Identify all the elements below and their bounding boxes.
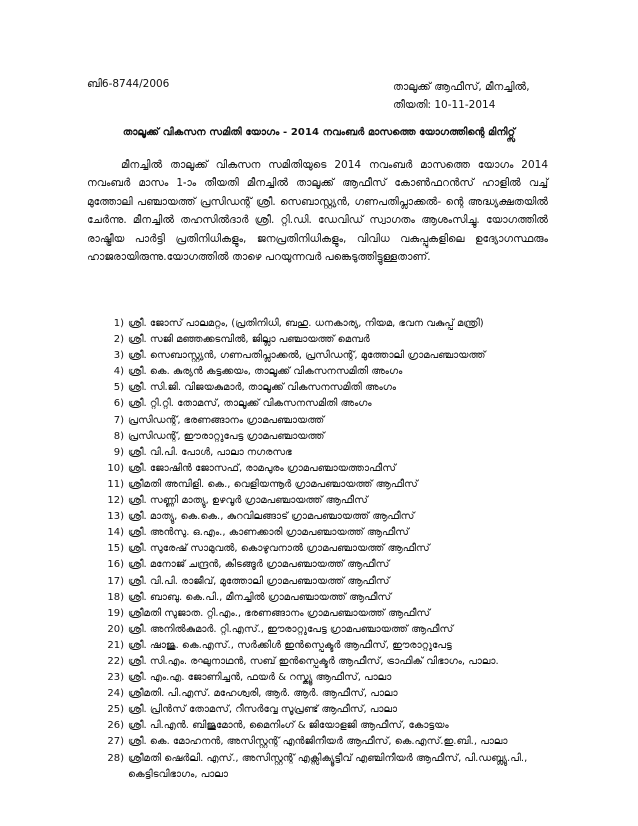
list-item-text: ശ്രീമതി ഷെർലി. എസ്., അസിസ്റ്റന്റ് എക്സിക്യൂട്ടീവ് എഞ്ചിനീയർ ആഫീസ്, പി.ഡബ്ല്യു.പി., കെട്ടിടവിഭാഗം, പാലാ [128,752,528,780]
list-item-number: 7) [113,414,124,426]
list-item [104,654,554,670]
list-item-text: ശ്രീ. സി.ജി. വിജയകുമാർ, താലൂക്ക് വികസനസമിതി അംഗം [128,382,397,394]
list-item-number: 5) [113,382,124,394]
list-item [104,429,554,445]
list-item-number: 12) [107,495,124,507]
list-item [104,493,554,509]
attendee-list [104,316,554,783]
list-item-text: ശ്രീ. വി.പി. പോൾ, പാലാ നഗരസഭ [128,446,292,458]
list-item-text: ശ്രീ. കെ. മോഹനൻ, അസിസ്റ്റന്റ് എൻജിനീയർ ആഫീസ്, കെ.എസ്.ഇ.ബി., പാലാ [128,736,508,748]
list-item-text: ശ്രീമതി. പി.എസ്. മഹേശ്വരി, ആർ. ആർ. ആഫീസ്, പാലാ [128,688,398,700]
list-item [104,670,554,686]
list-item-number: 23) [107,672,124,684]
list-item [104,751,554,783]
intro-text: മീനച്ചിൽ താലൂക്ക് വികസന സമിതിയുടെ 2014 നവംബർ മാസത്തെ യോഗം 2014 നവംബർ മാസം 1-ാം തീയതി മീനച്ചിൽ താലൂക്ക് ആഫീസ് കോൺഫറൻസ് ഹാളിൽ വച്ച് മുത്തോലി പഞ്ചായത്ത് പ്രസിഡന്റ് ശ്രീ. സെബാസ്റ്റ്യൻ, ഗണപതിപ്ലാക്കൽ- ന്റെ അദ്ധ്യക്ഷതയിൽ ചേർന്നു. മീനച്ചിൽ തഹസിൽദാർ ശ്രീ. റ്റി.ഡി. ഡേവിഡ് സ്വാഗതം ആശംസിച്ചു. യോഗത്തിൽ രാഷ്ട്രീയ പാർട്ടി പ്രതിനിധികളും, ജനപ്രതിനിധികളും, വിവിധ വകുപ്പുകളിലെ ഉദ്യോഗസ്ഥരും ഹാജരായിരുന്നു.യോഗത്തിൽ താഴെ പറയുന്നവർ പങ്കെടുത്തിട്ടുള്ളതാണ്. [87,159,548,264]
list-item [104,557,554,573]
list-item-number: 4) [113,366,124,378]
list-item-text: ശ്രീ. ജോസ് പാലമറ്റം, (പ്രതിനിധി, ബഹു. ധനകാര്യ, നിയമ, ഭവന വകുപ്പ് മന്ത്രി) [128,318,484,329]
list-item-number: 25) [107,704,124,716]
list-item [104,606,554,622]
list-item [104,348,554,364]
list-item-text: ശ്രീ. കെ. കുര്യൻ കട്ടക്കയം, താലൂക്ക് വികസനസമിതി അംഗം [128,366,403,378]
list-item [104,574,554,590]
list-item-number: 14) [107,527,124,539]
document-date: തീയതി: 10-11-2014 [393,99,496,111]
list-item-number: 3) [113,350,124,362]
list-item-number: 17) [107,575,124,587]
list-item-number: 20) [107,623,124,635]
list-item-number: 22) [107,655,124,667]
list-item-text: ശ്രീ. മാത്യു, കെ.കെ., കുറവിലങ്ങാട് ഗ്രാമപഞ്ചായത്ത് ആഫീസ് [128,511,415,523]
list-item-number: 24) [107,688,124,700]
list-item-number: 19) [107,607,124,619]
office-date-block [393,78,530,114]
list-item [104,702,554,718]
list-item-number: 11) [107,478,124,490]
list-item [104,622,554,638]
list-item-text: ശ്രീ. അനിൽകുമാർ. റ്റി.എസ്., ഈരാറ്റുപേട്ട ഗ്രാമപഞ്ചായത്ത് ആഫീസ് [128,623,454,635]
list-item [104,590,554,606]
list-item-text: ശ്രീ. സി.എം. രഘുനാഥൻ, സബ് ഇൻസ്പെക്ടർ ആഫീസ്, ട്രാഫിക് വിഭാഗം, പാലാ. [128,655,499,667]
list-item-text: ശ്രീ. സജി മഞ്ഞക്കടമ്പിൽ, ജില്ലാ പഞ്ചായത്ത് മെമ്പർ [128,334,370,346]
intro-paragraph [87,156,548,266]
list-item-text: ശ്രീ. റ്റി.റ്റി. തോമസ്, താലൂക്ക് വികസനസമിതി അംഗം [128,398,372,410]
list-item [104,509,554,525]
list-item [104,364,554,380]
list-item-text: ശ്രീ. മനോജ് ചന്ദ്രൻ, കിടങ്ങൂർ ഗ്രാമപഞ്ചായത്ത് ആഫീസ് [128,559,390,571]
list-item-number: 9) [113,446,124,458]
list-item-number: 2) [113,334,124,346]
list-item-text: പ്രസിഡന്റ്, ഭരണങ്ങാനം ഗ്രാമപഞ്ചായത്ത് [128,414,325,426]
list-item-text: പ്രസിഡന്റ്, ഈരാറ്റുപേട്ട ഗ്രാമപഞ്ചായത്ത് [128,430,325,442]
list-item-text: ശ്രീ. വി.പി. രാജീവ്, മുത്തോലി ഗ്രാമപഞ്ചായത്ത് ആഫീസ് [128,575,390,587]
list-item [104,396,554,412]
list-item-number: 16) [107,559,124,571]
office-name: താലൂക്ക് ആഫീസ്, മീനച്ചിൽ, [393,81,530,93]
list-item-text: ശ്രീ. ജോഷിൻ ജോസഫ്, രാമപുരം ഗ്രാമപഞ്ചായത്താഫീസ് [128,462,396,474]
list-item-number: 18) [107,591,124,603]
list-item-text: ശ്രീ. പ്രിൻസ് തോമസ്, റീസർവ്വേ സൂപ്രണ്ട് ആഫീസ്, പാലാ [128,704,398,716]
list-item-text: ശ്രീ. സെബാസ്റ്റ്യൻ, ഗണപതിപ്ലാക്കൽ, പ്രസിഡന്റ്, മുത്തോലി ഗ്രാമപഞ്ചായത്ത് [128,350,486,362]
list-item [104,445,554,461]
list-item [104,525,554,541]
list-item-number: 28) [107,752,124,764]
list-item-text: ശ്രീ. സുരേഷ് സാമുവൽ, കൊഴുവനാൽ ഗ്രാമപഞ്ചായത്ത് ആഫീസ് [128,543,430,555]
list-item-text: ശ്രീ. അൻസു. ഒ.എം., കാണക്കാരി ഗ്രാമപഞ്ചായത്ത് ആഫീസ് [128,527,409,539]
reference-number: ബി6-8744/2006 [87,78,170,90]
list-item-text: ശ്രീ. എം.എ. ജോണിച്ചൻ, ഫയർ & റസ്ക്യൂ ആഫീസ്, പാലാ [128,672,392,684]
list-item [104,461,554,477]
list-item [104,638,554,654]
list-item-text: ശ്രീ. ഷാജു. കെ.എസ്., സർക്കിൾ ഇൻസ്പെക്ടർ ആഫീസ്, ഈരാറ്റുപേട്ട [128,639,452,651]
list-item-number: 26) [107,720,124,732]
list-item [104,316,554,332]
list-item-number: 21) [107,639,124,651]
list-item-number: 27) [107,736,124,748]
list-item [104,686,554,702]
list-item-text: ശ്രീമതി അമ്പിളി. കെ., വെളിയന്നൂർ ഗ്രാമപഞ്ചായത്ത് ആഫീസ് [128,478,418,490]
list-item [104,380,554,396]
list-item-text: ശ്രീ. സണ്ണി മാത്യു, ഉഴവൂർ ഗ്രാമപഞ്ചായത്ത് ആഫീസ് [128,495,368,507]
minutes-title: താലൂക്ക് വികസന സമിതി യോഗം - 2014 നവംബർ മാസത്തെ യോഗത്തിന്റെ മിനിറ്റ്സ് [122,127,516,138]
list-item [104,477,554,493]
list-item-number: 1) [113,318,124,329]
list-item-text: ശ്രീമതി സുജാത. റ്റി.എം., ഭരണങ്ങാനം ഗ്രാമപഞ്ചായത്ത് ആഫീസ് [128,607,431,619]
list-item-number: 6) [113,398,124,410]
list-item-number: 10) [107,462,124,474]
list-item [104,734,554,750]
list-item [104,541,554,557]
list-item-text: ശ്രീ. പി.എൻ. ബിജുമോൻ, മൈനിംഗ് & ജിയോളജി ആഫീസ്, കോട്ടയം [128,720,449,732]
list-item-number: 15) [107,543,124,555]
list-item [104,718,554,734]
list-item-text: ശ്രീ. ബാബു. കെ.പി., മീനച്ചിൽ ഗ്രാമപഞ്ചായത്ത് ആഫീസ് [128,591,392,603]
list-item [104,332,554,348]
list-item [104,413,554,429]
list-item-number: 13) [107,511,124,523]
list-item-number: 8) [113,430,124,442]
